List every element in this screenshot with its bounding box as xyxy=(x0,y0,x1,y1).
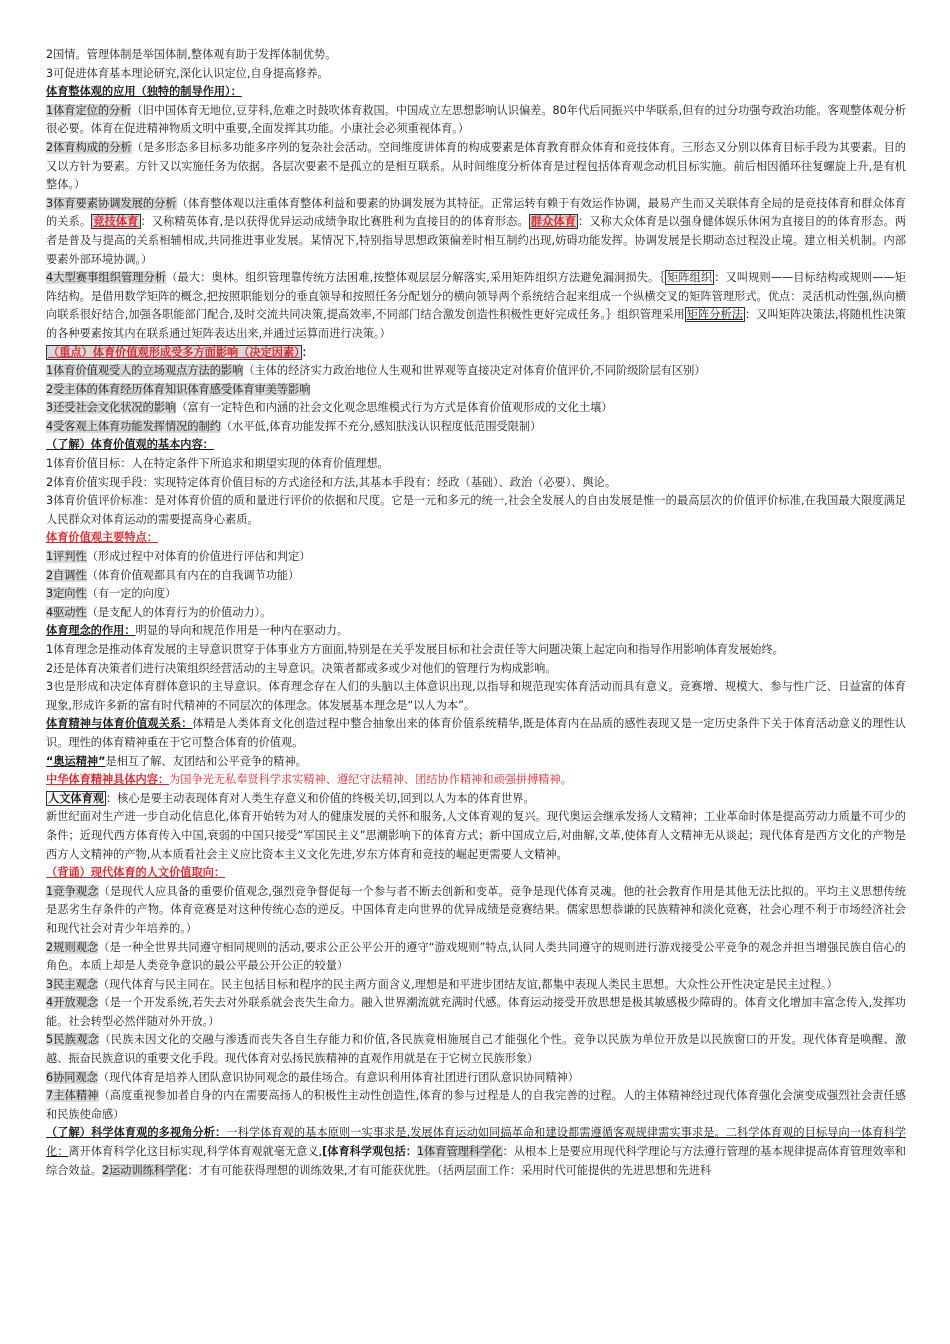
list-item: 3民主观念（现代体育与民主同在。民主包括目标和程序的民主两方面含义,理想是和平进步团结友谊,都集中表现人类民主思想。大众性公开性决定是民主过程。） xyxy=(46,977,838,991)
list-item: 1评判性（形成过程中对体育的价值进行评估和判定） xyxy=(46,550,311,564)
list-item: 2受主体的体育经历体育知识体育感受体育审美等影响 xyxy=(46,382,311,396)
list-item: 1体育理念是推动体育发展的主导意识贯穿于体事业方方面面,特别是在关乎发展目标和社会责任等大问题决策上起定向和指导作用影响体育发展始终。 xyxy=(46,643,784,656)
list-item: 3也是形成和决定体育群体意识的主导意识。体育理念存在人们的头脑以主体意识出现,以指导和规范现实体育活动而具有意义。竞赛增、规模大、参与性广泛、日益富的体育现象,形成许多新的富有时代精神的不同层次的体理念。体发展基本理念是“以人为本”。 xyxy=(46,680,906,712)
list-item: 2规则观念（是一种全世界共同遵守相同规则的活动,要求公正公平公开的遵守“游戏规则”特点,认同人类共同遵守的规则进行游戏接受公平竞争的观念并担当增强民族自信心的角色。本质上却是人类竞争意识的最公平最公开公正的较量） xyxy=(46,940,906,973)
section-paragraph: 新世纪面对生产进一步自动化信息化,体育开始转为对人的健康发展的关怀和服务,人文体育观的复兴。现代奥运会继承发扬人文精神；工业革命时体是提高劳动力质量不可少的条件；近现代西方体育传入中国,衰弱的中国只接受“军国民主义”思潮影响下的体育方式；新中国成立后,对曲解,文革,使体育人文精神无从谈起；现代体育是西方文化的产物是西方人文精神的产物,从本质看社会主义应比资本主义文化先进,岁东方体育和竞技的崛起更需要人文精神。 xyxy=(46,810,906,861)
list-item: 2体育构成的分析（是多形态多目标多功能多序列的复杂社会活动。空间维度讲体育的构成要素是体育教育群众体育和竞技体育。三形态又分别以体育目标手段为其要素。目的又以方针为要素。方针又以实施任务为依据。各层次要素不是孤立的是相互联系。从时间维度分析体育是过程包括体育观念动机目标实施。前后相因循环往复螺旋上升,是有机整体。） xyxy=(46,140,906,192)
list-item: 4驱动性（是支配人的体育行为的价值动力）。 xyxy=(46,605,272,619)
term-box: 矩阵组织 xyxy=(667,271,713,285)
section-heading: （背诵）现代体育的人文价值取向： xyxy=(46,866,226,880)
term-box: 矩阵分析法 xyxy=(686,308,743,322)
list-item: 2还是体育决策者们进行决策组织经营活动的主导意识。决策者都或多或少对他们的管理行为构成影响。 xyxy=(46,661,557,675)
list-item: 4大型赛事组织管理分析（最大：奥林。组织管理靠传统方法困难,按整体观层层分解落实,采用矩阵组织方法避免漏洞损失。｛ 矩阵组织 ：又叫规则——目标结构或规则——矩阵结构。是借用数学矩阵的概念,把按照职能划分的垂直领导和按照任务分配划分的横向领导两个系统结合起来组成一个纵横交叉的矩阵管理形式。优点：灵活机动性强,纵向横向联系很好结合,加强各职能部门配合,及时交流共同决策,提高效率,不同部门结合激发创造性积极性更好完成任务。｝组织管理采用 矩阵分析法 ：又叫矩阵决策法,将随机性决策的各种要素按其内在联系通过矩阵表达出来,并通过运算而进行决策。） xyxy=(46,271,906,340)
list-item: 2体育价值实现手段：实现特定体育价值目标的方式途径和方法,其基本手段有：经政（基础）、政治（必要）、舆论。 xyxy=(46,475,617,489)
section-paragraph: “奥运精神”是相互了解、友团结和公平竞争的精神。 xyxy=(46,754,307,768)
list-item: 3定向性（有一定的向度） xyxy=(46,587,177,601)
section-heading: 体育价值观主要特点： xyxy=(46,531,158,545)
term-box: 竞技体育 xyxy=(93,215,139,229)
term-box: 群众体育 xyxy=(530,215,577,229)
section-paragraph: 体育精神与体育价值观关系：体精是人类体育文化创造过程中整合抽象出来的体育价值系统精华,既是体育内在品质的感性表现又是一定历史条件下关于体育活动意义的理性认识。理性的体育精神重在于它可整合体育的价值观。 xyxy=(46,717,906,749)
list-item: 3还受社会文化状况的影响（富有一定特色和内涵的社会文化观念思维模式行为方式是体育价值观形成的文化土壤） xyxy=(46,401,613,415)
list-item: 1竞争观念（是现代人应具备的重要价值观念,强烈竞争督促每一个参与者不断去创新和变革。竞争是现代体育灵魂。他的社会教育作用是其他无法比拟的。平均主义思想传统是恶劣生存条件的产物。体育竞赛是对这种传统心态的逆反。中国体育走向世界的优异成绩是竞赛结果。儒家思想恭谦的民族精神和淡化竞赛，社会心理不利于市场经济社会和现代社会对青少年培养的。） xyxy=(46,884,906,935)
section-paragraph: （了解）科学体育观的多视角分析：一科学体育观的基本原则一实事求是,发展体育运动如同搞革命和建设都需遵循客观规律需实事求是。二科学体育观的目标导向一体育科学化：离开体育科学化这目标实现,科学体育观就毫无意义,[体育科学观包括：1体育管理科学化：从根本上是要应用现代科学理论与方法遵行管理的基本规律提高体育管理效率和综合效益。2运动训练科学化：才有可能获得理想的训练效果,才有可能获优胜。（括两层面工作：采用时代可能提供的先进思想和先进科 xyxy=(46,1126,906,1177)
section-heading: 体育理念的作用：明显的导向和规范作用是一种内在驱动力。 xyxy=(46,624,349,638)
section-heading: 体育整体观的应用（独特的制导作用）： xyxy=(46,85,242,99)
list-item: 6协同观念（现代体育是培养人团队意识协同观念的最佳场合。有意识利用体育社团进行团队意识协同精神） xyxy=(46,1070,579,1084)
list-item: 5民族观念（民族未因文化的交融与渗透而丧失各自生存能力和价值,各民族竟相施展自己才能强化个性。竞争以民族为单位开放是以民族窗口的开发。现代体育是唤醒、激越、振奋民族意识的重要文化手段。现代体育对弘扬民族精神的直观作用就是在于它树立民族形象） xyxy=(46,1033,907,1066)
section-heading: （重点）体育价值观形成受多方面影响（决定因素） ： xyxy=(48,345,313,359)
text-line: 2国情。管理体制是举国体制,整体观有助于发挥体制优势。 xyxy=(46,48,337,61)
list-item: 4受客观上体育功能发挥情况的制约（水平低,体育功能发挥不充分,感知肤浅认识程度低范围受限制） xyxy=(46,419,542,433)
list-item: 7主体精神（高度重视参加者自身的内在需要高扬人的积极性主动性创造性,体育的参与过程是人的自我完善的过程。人的主体精神经过现代体育强化会演变成强烈社会责任感和民族使命感） xyxy=(46,1089,906,1121)
list-item: 4开放观念（是一个开发系统,若失去对外联系就会丧失生命力。融入世界潮流就充满时代感。体育运动接受开放思想是极其敏感极少障碍的。体育文化增加丰富念传入,发挥功能。社会转型必然伴随对外开放。） xyxy=(46,996,906,1028)
list-item: 1体育定位的分析（旧中国体育无地位,豆芽科,危难之时鼓吹体育救国。中国成立左思想影响认识偏差。80年代后同振兴中华联系,但有的过分功强夸政治功能。客观整体观分析很必要。体育在促进精神物质文明中重要,全面发挥其功能。小康社会必须重视体育。） xyxy=(46,103,906,136)
list-item: 3体育要素协调发展的分析（体育整体观以注重体育整体利益和要素的协调发展为其特征。正常运转有赖于有效运作协调，最易产生而又关联体育全局的是竞技体育和群众体育的关系。 竞技体育 ：又称精英体育,是以获得优异运动成绩争取比赛胜利为直接目的的体育形态。 群众体育 ：又称大众体育是以强身健体娱乐休闲为直接目的的体育形态。两者是普及与提高的关系相辅相成,共同推进事业发展。某情况下,特别指导思想政策偏差时相互制约出现,妨碍功能发挥。协调发展是长期动态过程没止境。建立相关机制。内部要素外部环境协调。） xyxy=(46,196,906,266)
text-line: 3可促进体育基本理论研究,深化认识定位,自身提高修养。 xyxy=(46,66,329,80)
section-heading: （了解）体育价值观的基本内容： xyxy=(46,438,214,452)
list-item: 2自调性（体育价值观都具有内在的自我调节功能） xyxy=(46,568,300,582)
section-paragraph: 中华体育精神具体内容：为国争光无私奉贤科学求实精神、遵纪守法精神、团结协作精神和顽强拼搏精神。 xyxy=(46,773,572,787)
section-heading: 人文体育观 ：核心是要主动表现体育对人类生存意义和价值的终极关切,回到以人为本的体育世界。 xyxy=(48,791,535,805)
list-item: 3体育价值评价标准：是对体育价值的质和量进行评价的依据和尺度。它是一元和多元的统一,社会全发展人的自由发展是惟一的最高层次的价值评价标准,在我国最大限度满足人民群众对体育运动的需要提高身心素质。 xyxy=(46,494,906,526)
list-item: 1体育价值观受人的立场观点方法的影响（主体的经济实力政治地位人生观和世界观等直接决定对体育价值评价,不同阶级阶层有区别） xyxy=(46,364,706,378)
list-item: 1体育价值目标：人在特定条件下所追求和期望实现的体育价值理想。 xyxy=(46,457,389,471)
